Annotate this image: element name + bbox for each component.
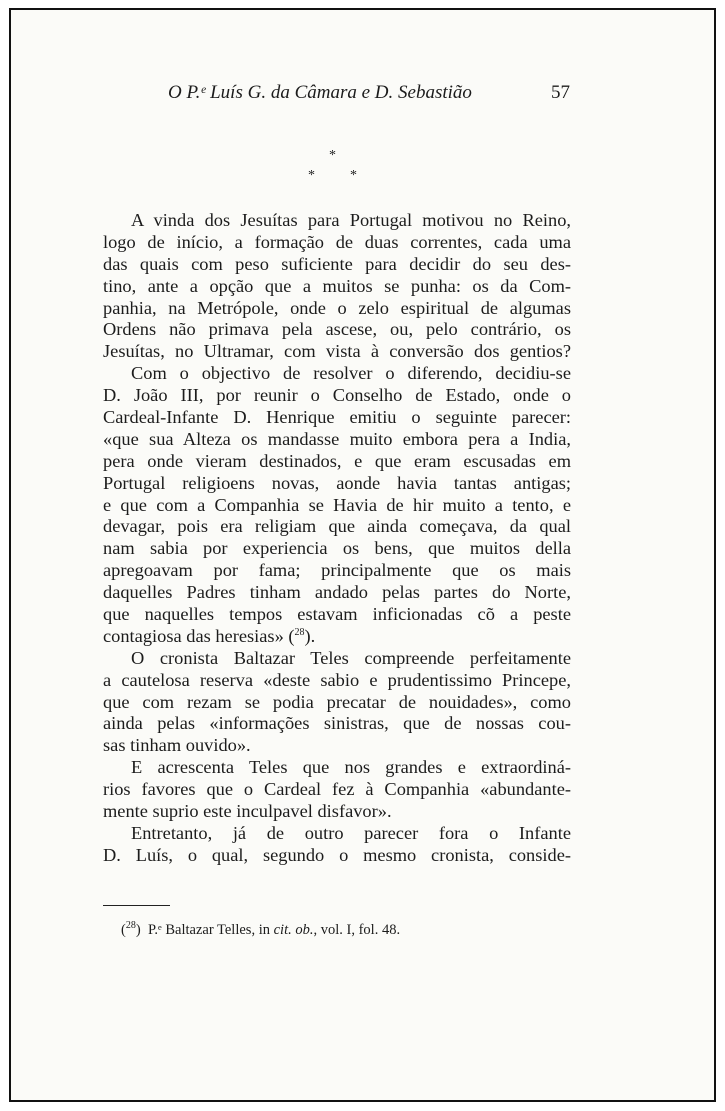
footnote-open: ( [121,922,126,938]
text-line: devagar, pois era religiam que ainda começava, da qual [103,516,571,537]
page-header [168,82,570,108]
text-line: e que com a Companhia se Havia de hir muito a tento, e [103,494,571,515]
text-line: Com o objectivo de resolver o diferendo, decidiu-se [131,363,571,384]
text-line: Jesuítas, no Ultramar, com vista à conversão dos gentios? [103,341,571,362]
body-text [103,210,571,867]
text-line: ainda pelas «informações sinistras, que de nossas cou- [103,713,571,734]
text-line: tino, ante a opção que a muitos se punha: os da Com- [103,275,571,296]
text-line: E acrescenta Teles que nos grandes e extraordiná- [131,757,571,778]
footnote-text-before: P.ᵉ Baltazar Telles, in [147,922,274,938]
text-line: O cronista Baltazar Teles compreende perfeitamente [131,647,571,668]
footnote-reference: 28 [294,626,305,638]
asterism-section-break [300,148,370,188]
text-line: daquelles Padres tinham andado pelas partes do Norte, [103,582,571,603]
footnote-close: ) [135,922,141,938]
asterism-star-left: * [308,168,315,183]
text-line: sas tinham ouvido». [103,735,251,756]
text-line: A vinda dos Jesuítas para Portugal motivou no Reino, [131,210,571,230]
text-line: D. João III, por reunir o Conselho de Estado, onde o [103,385,571,406]
footnote-mark: 28 [125,920,136,932]
text-line: Entretanto, já de outro parecer fora o Infante [131,822,571,843]
text-line: logo de início, a formação de duas correntes, cada uma [103,231,571,252]
text-line: mente suprio este inculpavel disfavor». [103,801,392,822]
running-head: O P.ᵉ Luís G. da Câmara e D. Sebastião [168,82,472,103]
asterism-star-right: * [350,168,357,183]
text-line: a cautelosa reserva «deste sabio e prudentissimo Princepe, [103,669,571,690]
text-line: das quais com peso suficiente para decidir do seu des- [103,253,571,274]
footnote-text-after: , vol. I, fol. 48. [313,922,401,938]
footnote [121,922,400,939]
text-line: que naquelles tempos estavam inficionadas cõ a peste [103,604,571,625]
text-line: nam sabia por experiencia os bens, que muitos della [103,538,571,559]
text-line: panhia, na Metrópole, onde o zelo espiritual de algumas [103,297,571,318]
text-line: «que sua Alteza os mandasse muito embora pera a India, [103,428,571,449]
text-line: D. Luís, o qual, segundo o mesmo cronista, conside- [103,844,571,865]
text-line: Portugal religioens novas, aonde havia tantas antigas; [103,472,571,493]
text-line: contagiosa das heresias» ( [103,625,295,646]
text-line: Cardeal-Infante D. Henrique emitiu o seguinte parecer: [103,407,571,428]
asterism-star-top: * [329,148,336,163]
text-line: pera onde vieram destinados, e que eram escusadas em [103,450,571,471]
note-ref-tail: ). [304,625,316,646]
text-line-with-note [103,626,571,648]
text-line: rios favores que o Cardeal fez à Companhia «abundante- [103,779,571,800]
text-line: apregoavam por fama; principalmente que os mais [103,560,571,581]
text-line: Ordens não primava pela ascese, ou, pelo contrário, os [103,319,571,340]
text-line: que com rezam se podia precatar de nouidades», como [103,691,571,712]
footnote-rule [103,905,170,906]
footnote-cited-work: cit. ob. [273,922,314,938]
page-number: 57 [551,82,570,103]
